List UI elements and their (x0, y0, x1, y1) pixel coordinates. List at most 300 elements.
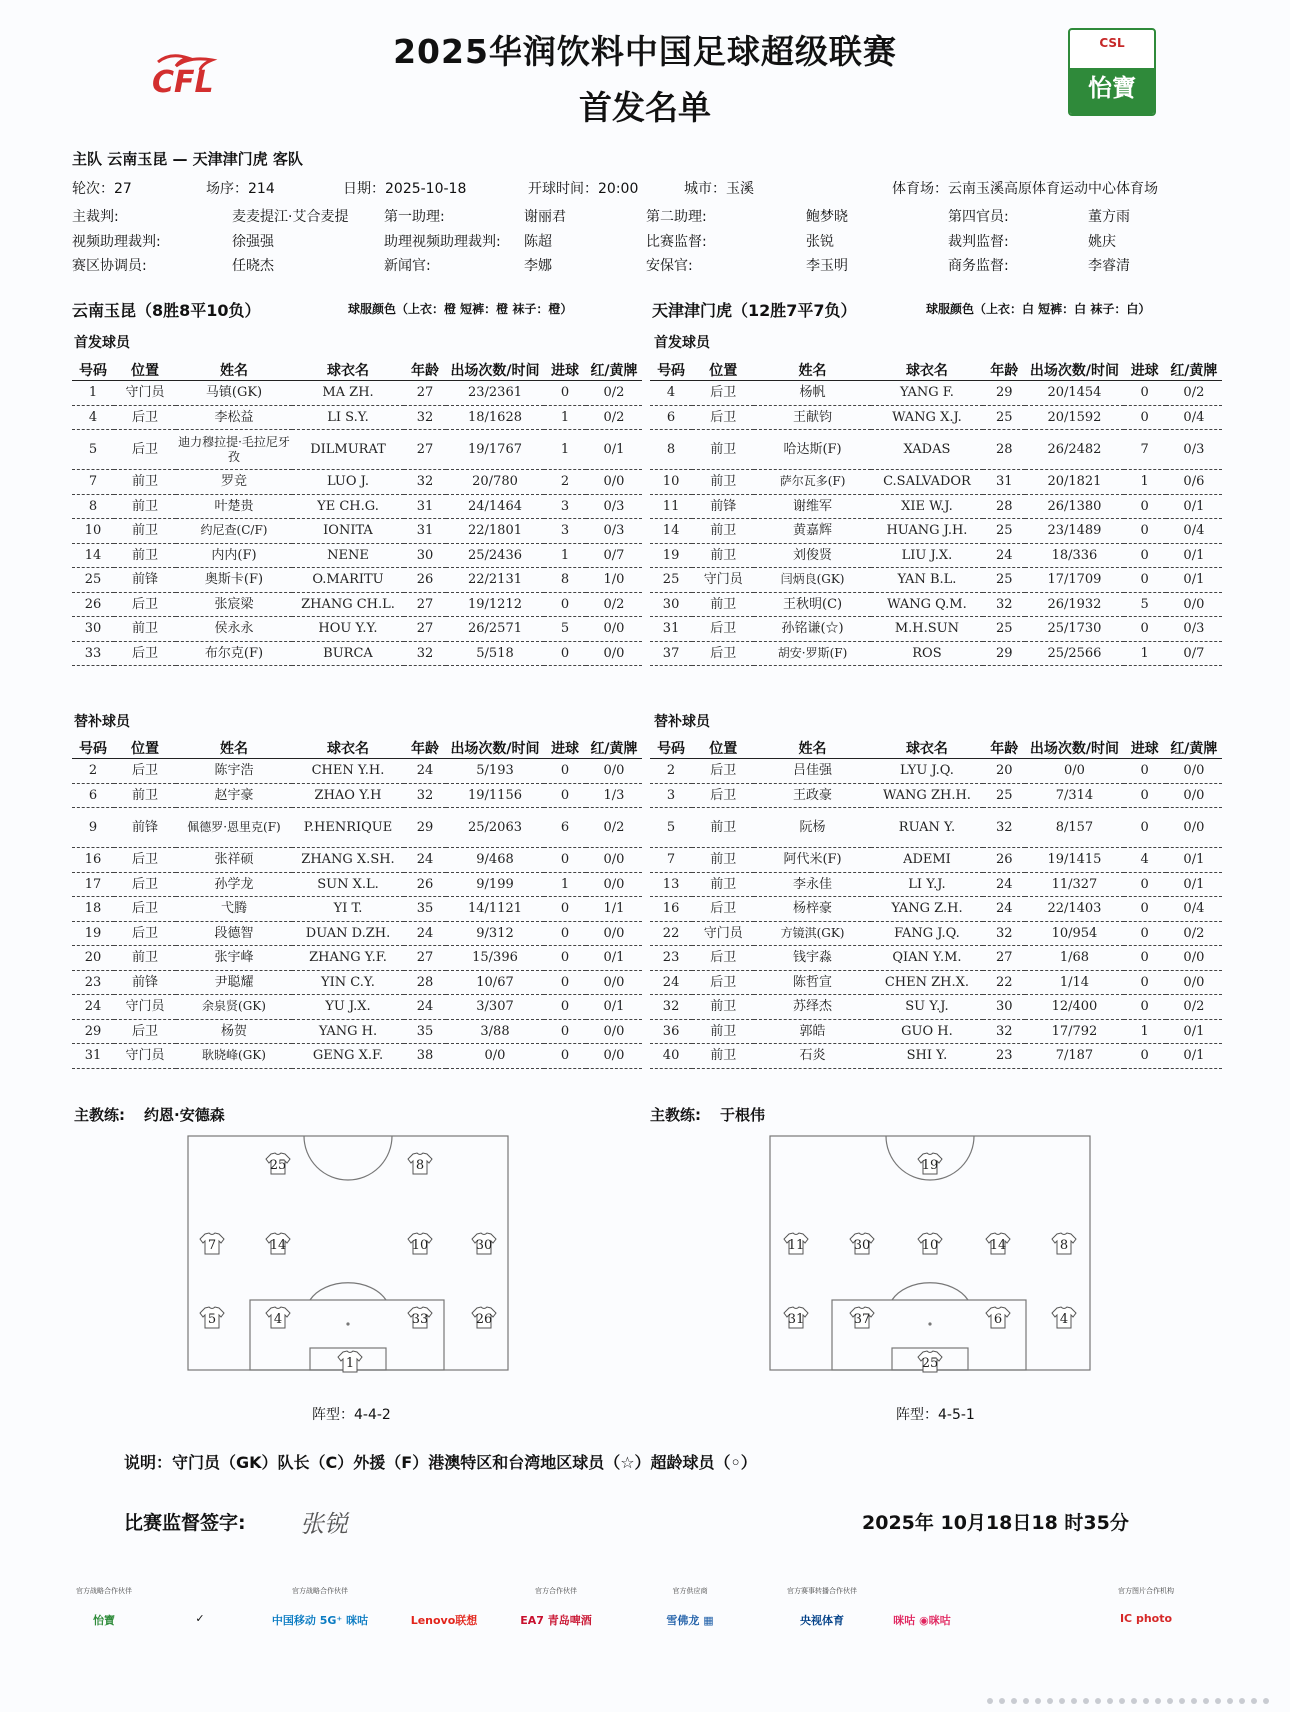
age: 28 (983, 494, 1025, 519)
jersey-number: 8 (1059, 1238, 1069, 1253)
appearances: 9/468 (446, 848, 544, 873)
appearances: 26/2571 (446, 617, 544, 642)
number: 10 (72, 519, 114, 544)
appearances: 26/2482 (1025, 430, 1123, 470)
official-name: 李玉明 (806, 258, 848, 274)
position: 后卫 (692, 381, 754, 406)
sponsor-category: 官方赛事转播合作伙伴 (787, 1587, 857, 1595)
player-name: 杨贺 (176, 1019, 292, 1044)
cards: 0/2 (1166, 921, 1222, 946)
column-header: 姓名 (754, 360, 870, 381)
position: 前卫 (692, 1019, 754, 1044)
position: 前卫 (692, 995, 754, 1020)
official-name: 徐强强 (232, 234, 274, 250)
home-subs-table (72, 738, 642, 1069)
shirt-name: RUAN Y. (871, 808, 983, 848)
away-coach-label: 主教练: (650, 1106, 701, 1124)
player-row (72, 995, 642, 1020)
player-row (650, 759, 1222, 784)
position: 前卫 (692, 808, 754, 848)
goals: 0 (544, 946, 586, 971)
position: 前卫 (692, 470, 754, 495)
player-row (72, 494, 642, 519)
cards: 0/1 (586, 946, 642, 971)
column-header: 号码 (72, 738, 114, 759)
official-name: 麦麦提江·艾合麦提 (232, 209, 349, 225)
home-starters-table (72, 360, 642, 666)
player-jersey-icon (266, 1233, 290, 1254)
player-row (72, 430, 642, 470)
goals: 0 (1124, 921, 1166, 946)
position: 后卫 (114, 872, 176, 897)
player-jersey-icon (266, 1153, 290, 1174)
cards: 0/0 (1166, 759, 1222, 784)
player-name: 阿代米(F) (754, 848, 870, 873)
position: 前卫 (114, 494, 176, 519)
number: 29 (72, 1019, 114, 1044)
shirt-name: XADAS (871, 430, 983, 470)
position: 后卫 (114, 405, 176, 430)
age: 24 (404, 921, 446, 946)
player-row (650, 641, 1222, 666)
sponsor-logo: 雪佛龙 ▦ (666, 1614, 714, 1627)
stadium: 体育场：云南玉溪高原体育运动中心体育场 (892, 181, 1158, 197)
cards: 0/0 (586, 970, 642, 995)
appearances: 9/312 (446, 921, 544, 946)
age: 30 (404, 543, 446, 568)
sponsor-logo: 怡寶 (93, 1614, 115, 1627)
shirt-name: YE CH.G. (292, 494, 404, 519)
age: 26 (404, 568, 446, 593)
cards: 0/3 (1166, 430, 1222, 470)
official-label: 第二助理: (646, 209, 707, 225)
official-name: 董方雨 (1088, 209, 1130, 225)
age: 26 (983, 848, 1025, 873)
number: 24 (650, 970, 692, 995)
shirt-name: LI S.Y. (292, 405, 404, 430)
goals: 4 (1124, 848, 1166, 873)
jersey-number: 26 (475, 1312, 493, 1327)
official-name: 陈超 (524, 234, 552, 250)
official-name: 姚庆 (1088, 234, 1116, 250)
player-name: 陈宇浩 (176, 759, 292, 784)
jersey-number: 8 (415, 1158, 425, 1173)
sponsor-category: 官方供应商 (672, 1587, 708, 1595)
cards: 0/3 (586, 519, 642, 544)
appearances: 7/187 (1025, 1044, 1123, 1069)
player-row (72, 543, 642, 568)
appearances: 1/14 (1025, 970, 1123, 995)
position: 前卫 (692, 1044, 754, 1069)
shirt-name: MA ZH. (292, 381, 404, 406)
jersey-number: 37 (853, 1312, 871, 1327)
player-name: 钱宇淼 (754, 946, 870, 971)
shirt-name: WANG X.J. (871, 405, 983, 430)
column-header: 出场次数/时间 (446, 360, 544, 381)
appearances: 22/1403 (1025, 897, 1123, 922)
appearances: 22/1801 (446, 519, 544, 544)
player-name: 闫炳良(GK) (754, 568, 870, 593)
cards: 0/0 (586, 759, 642, 784)
player-name: 刘俊贤 (754, 543, 870, 568)
age: 27 (404, 430, 446, 470)
shirt-name: BURCA (292, 641, 404, 666)
player-row (72, 872, 642, 897)
column-header: 红/黄牌 (586, 360, 642, 381)
number: 14 (650, 519, 692, 544)
column-header: 红/黄牌 (1166, 360, 1222, 381)
appearances: 17/1709 (1025, 568, 1123, 593)
position: 前锋 (114, 970, 176, 995)
home-kit-colors: 球服颜色（上衣：橙 短裤：橙 袜子：橙） (348, 302, 573, 316)
shirt-name: ZHANG Y.F. (292, 946, 404, 971)
number: 19 (72, 921, 114, 946)
number: 23 (72, 970, 114, 995)
away-formation: 阵型：4-5-1 (896, 1407, 975, 1423)
appearances: 10/67 (446, 970, 544, 995)
position: 守门员 (114, 381, 176, 406)
column-header: 位置 (114, 360, 176, 381)
legend: 说明：守门员（GK）队长（C）外援（F）港澳特区和台湾地区球员（☆）超龄球员（◦） (124, 1453, 757, 1472)
column-header: 号码 (650, 738, 692, 759)
player-jersey-icon (850, 1233, 874, 1254)
player-name: 杨帆 (754, 381, 870, 406)
player-row (650, 430, 1222, 470)
goals: 2 (544, 470, 586, 495)
number: 11 (650, 494, 692, 519)
number: 19 (650, 543, 692, 568)
age: 38 (404, 1044, 446, 1069)
age: 35 (404, 1019, 446, 1044)
column-header: 年龄 (983, 360, 1025, 381)
jersey-number: 4 (273, 1312, 283, 1327)
shirt-name: ROS (871, 641, 983, 666)
position: 前卫 (692, 592, 754, 617)
appearances: 26/1932 (1025, 592, 1123, 617)
appearances: 23/2361 (446, 381, 544, 406)
player-name: 马镇(GK) (176, 381, 292, 406)
player-row (650, 921, 1222, 946)
player-name: 张祥硕 (176, 848, 292, 873)
column-header: 红/黄牌 (586, 738, 642, 759)
cards: 0/0 (1166, 946, 1222, 971)
position: 前锋 (692, 494, 754, 519)
player-row (72, 405, 642, 430)
sponsor-category: 官方图片合作机构 (1118, 1587, 1174, 1595)
goals: 0 (1124, 808, 1166, 848)
cards: 0/0 (586, 1044, 642, 1069)
cards: 1/3 (586, 783, 642, 808)
age: 25 (983, 568, 1025, 593)
round: 轮次：27 (72, 181, 132, 197)
cards: 0/1 (1166, 543, 1222, 568)
player-row (650, 519, 1222, 544)
goals: 0 (1124, 995, 1166, 1020)
shirt-name: YAN B.L. (871, 568, 983, 593)
player-row (650, 592, 1222, 617)
jersey-number: 33 (411, 1312, 429, 1327)
player-jersey-icon (850, 1307, 874, 1328)
number: 32 (650, 995, 692, 1020)
column-header: 红/黄牌 (1166, 738, 1222, 759)
cards: 0/2 (586, 381, 642, 406)
jersey-number: 10 (411, 1238, 429, 1253)
page-subtitle: 首发名单 (579, 88, 711, 127)
shirt-name: ZHAO Y.H (292, 783, 404, 808)
player-name: 王政豪 (754, 783, 870, 808)
away-subs-table (650, 738, 1222, 1069)
number: 22 (650, 921, 692, 946)
number: 5 (72, 430, 114, 470)
age: 25 (983, 783, 1025, 808)
official-label: 赛区协调员: (72, 258, 147, 274)
sponsor-logo: ✓ (195, 1612, 205, 1625)
cards: 0/0 (586, 470, 642, 495)
player-jersey-icon (1052, 1233, 1076, 1254)
player-name: 陈哲宣 (754, 970, 870, 995)
number: 18 (72, 897, 114, 922)
number: 2 (650, 759, 692, 784)
appearances: 11/327 (1025, 872, 1123, 897)
age: 30 (983, 995, 1025, 1020)
player-row (650, 1044, 1222, 1069)
position: 后卫 (692, 946, 754, 971)
player-name: 段德智 (176, 921, 292, 946)
jersey-number: 5 (207, 1312, 217, 1327)
player-jersey-icon (986, 1233, 1010, 1254)
appearances: 25/2063 (446, 808, 544, 848)
official-name: 李睿清 (1088, 258, 1130, 274)
column-header: 姓名 (176, 738, 292, 759)
sponsor-logo: Lenovo联想 (410, 1614, 478, 1627)
appearances: 20/1454 (1025, 381, 1123, 406)
player-row (650, 897, 1222, 922)
player-name: 耿晓峰(GK) (176, 1044, 292, 1069)
player-name: 弋腾 (176, 897, 292, 922)
age: 31 (404, 519, 446, 544)
age: 25 (983, 519, 1025, 544)
number: 31 (650, 617, 692, 642)
goals: 0 (544, 897, 586, 922)
position: 前卫 (114, 543, 176, 568)
player-jersey-icon (338, 1351, 362, 1372)
column-header: 位置 (692, 738, 754, 759)
number: 6 (72, 783, 114, 808)
goals: 0 (1124, 519, 1166, 544)
number: 37 (650, 641, 692, 666)
age: 28 (983, 430, 1025, 470)
cards: 0/2 (1166, 381, 1222, 406)
player-name: 佩德罗·恩里克(F) (176, 808, 292, 848)
player-name: 张宇峰 (176, 946, 292, 971)
player-row (72, 1044, 642, 1069)
cards: 0/0 (1166, 783, 1222, 808)
sponsor-logo: 咪咕 ◉咪咕 (893, 1614, 951, 1627)
player-row (650, 783, 1222, 808)
player-row (650, 543, 1222, 568)
shirt-name: LI Y.J. (871, 872, 983, 897)
sponsor-category: 官方合作伙伴 (535, 1587, 577, 1595)
column-header: 号码 (650, 360, 692, 381)
player-jersey-icon (918, 1153, 942, 1174)
number: 3 (650, 783, 692, 808)
home-coach-label: 主教练: (74, 1106, 125, 1124)
player-name: 侯永永 (176, 617, 292, 642)
appearances: 18/1628 (446, 405, 544, 430)
age: 20 (983, 759, 1025, 784)
position: 后卫 (114, 430, 176, 470)
goals: 0 (544, 970, 586, 995)
number: 25 (72, 568, 114, 593)
player-name: 尹聪耀 (176, 970, 292, 995)
jersey-number: 31 (787, 1312, 805, 1327)
position: 前卫 (692, 848, 754, 873)
column-header: 年龄 (404, 738, 446, 759)
official-label: 第一助理: (384, 209, 445, 225)
shirt-name: QIAN Y.M. (871, 946, 983, 971)
cards: 0/1 (1166, 872, 1222, 897)
player-name: 杨梓豪 (754, 897, 870, 922)
position: 后卫 (692, 897, 754, 922)
shirt-name: GUO H. (871, 1019, 983, 1044)
away-starters-table (650, 360, 1222, 666)
position: 后卫 (692, 405, 754, 430)
column-header: 球衣名 (871, 738, 983, 759)
jersey-number: 14 (989, 1238, 1007, 1253)
age: 23 (983, 1044, 1025, 1069)
goals: 1 (544, 405, 586, 430)
age: 29 (404, 808, 446, 848)
cards: 0/1 (1166, 1044, 1222, 1069)
cards: 1/1 (586, 897, 642, 922)
shirt-name: SU Y.J. (871, 995, 983, 1020)
city: 城市：玉溪 (684, 181, 754, 197)
goals: 1 (1124, 1019, 1166, 1044)
player-jersey-icon (200, 1307, 224, 1328)
player-row (650, 470, 1222, 495)
cards: 0/1 (586, 995, 642, 1020)
cards: 0/1 (1166, 494, 1222, 519)
sponsor-logo: 央视体育 (800, 1614, 844, 1627)
appearances: 19/1156 (446, 783, 544, 808)
cards: 0/4 (1166, 405, 1222, 430)
appearances: 5/518 (446, 641, 544, 666)
player-row (650, 617, 1222, 642)
official-label: 安保官: (646, 258, 693, 274)
number: 7 (72, 470, 114, 495)
appearances: 14/1121 (446, 897, 544, 922)
player-row (72, 470, 642, 495)
official-label: 主裁判: (72, 209, 119, 225)
number: 8 (72, 494, 114, 519)
cards: 0/2 (586, 405, 642, 430)
player-name: 迪力穆拉提·毛拉尼牙孜 (176, 430, 292, 470)
player-row (72, 897, 642, 922)
goals: 0 (1124, 897, 1166, 922)
position: 后卫 (692, 617, 754, 642)
jersey-number: 30 (475, 1238, 493, 1253)
player-name: 苏绎杰 (754, 995, 870, 1020)
official-label: 新闻官: (384, 258, 431, 274)
age: 31 (983, 470, 1025, 495)
player-name: 阮杨 (754, 808, 870, 848)
player-jersey-icon (472, 1233, 496, 1254)
player-row (72, 617, 642, 642)
position: 后卫 (114, 897, 176, 922)
number: 33 (72, 641, 114, 666)
player-name: 叶楚贵 (176, 494, 292, 519)
column-header: 球衣名 (871, 360, 983, 381)
jersey-number: 1 (345, 1356, 355, 1371)
position: 守门员 (692, 921, 754, 946)
position: 前卫 (114, 946, 176, 971)
age: 24 (404, 995, 446, 1020)
cards: 1/0 (586, 568, 642, 593)
column-header: 进球 (544, 738, 586, 759)
cards: 0/1 (1166, 1019, 1222, 1044)
appearances: 17/792 (1025, 1019, 1123, 1044)
age: 25 (983, 617, 1025, 642)
home-formation-pitch (186, 1134, 510, 1374)
player-row (72, 759, 642, 784)
signature-date: 2025年 10月18日18 时35分 (862, 1512, 1129, 1534)
player-row (72, 921, 642, 946)
number: 2 (72, 759, 114, 784)
age: 24 (983, 897, 1025, 922)
player-jersey-icon (986, 1307, 1010, 1328)
goals: 0 (544, 783, 586, 808)
age: 27 (404, 946, 446, 971)
column-header: 位置 (692, 360, 754, 381)
player-name: 萨尔瓦多(F) (754, 470, 870, 495)
number: 4 (72, 405, 114, 430)
number: 16 (650, 897, 692, 922)
goals: 0 (1124, 783, 1166, 808)
shirt-name: ADEMI (871, 848, 983, 873)
player-jersey-icon (408, 1307, 432, 1328)
goals: 3 (544, 494, 586, 519)
number: 20 (72, 946, 114, 971)
away-team-name: 天津津门虎（12胜7平7负） (652, 301, 857, 320)
appearances: 25/2566 (1025, 641, 1123, 666)
player-name: 孙铭谦(☆) (754, 617, 870, 642)
cards: 0/0 (586, 617, 642, 642)
goals: 1 (544, 543, 586, 568)
sponsor-category: 官方战略合作伙伴 (292, 1587, 348, 1595)
number: 23 (650, 946, 692, 971)
shirt-name: HOU Y.Y. (292, 617, 404, 642)
cards: 0/0 (1166, 970, 1222, 995)
player-name: 奥斯卡(F) (176, 568, 292, 593)
age: 32 (983, 808, 1025, 848)
player-name: 方镜淇(GK) (754, 921, 870, 946)
age: 29 (983, 641, 1025, 666)
player-row (72, 381, 642, 406)
column-header: 年龄 (983, 738, 1025, 759)
age: 32 (983, 592, 1025, 617)
position: 前卫 (692, 872, 754, 897)
csl-logo (1068, 28, 1156, 116)
shirt-name: M.H.SUN (871, 617, 983, 642)
jersey-number: 10 (921, 1238, 939, 1253)
cards: 0/1 (586, 430, 642, 470)
player-name: 约尼查(C/F) (176, 519, 292, 544)
player-jersey-icon (1052, 1307, 1076, 1328)
appearances: 3/307 (446, 995, 544, 1020)
column-header: 出场次数/时间 (446, 738, 544, 759)
position: 后卫 (114, 641, 176, 666)
player-row (72, 808, 642, 848)
